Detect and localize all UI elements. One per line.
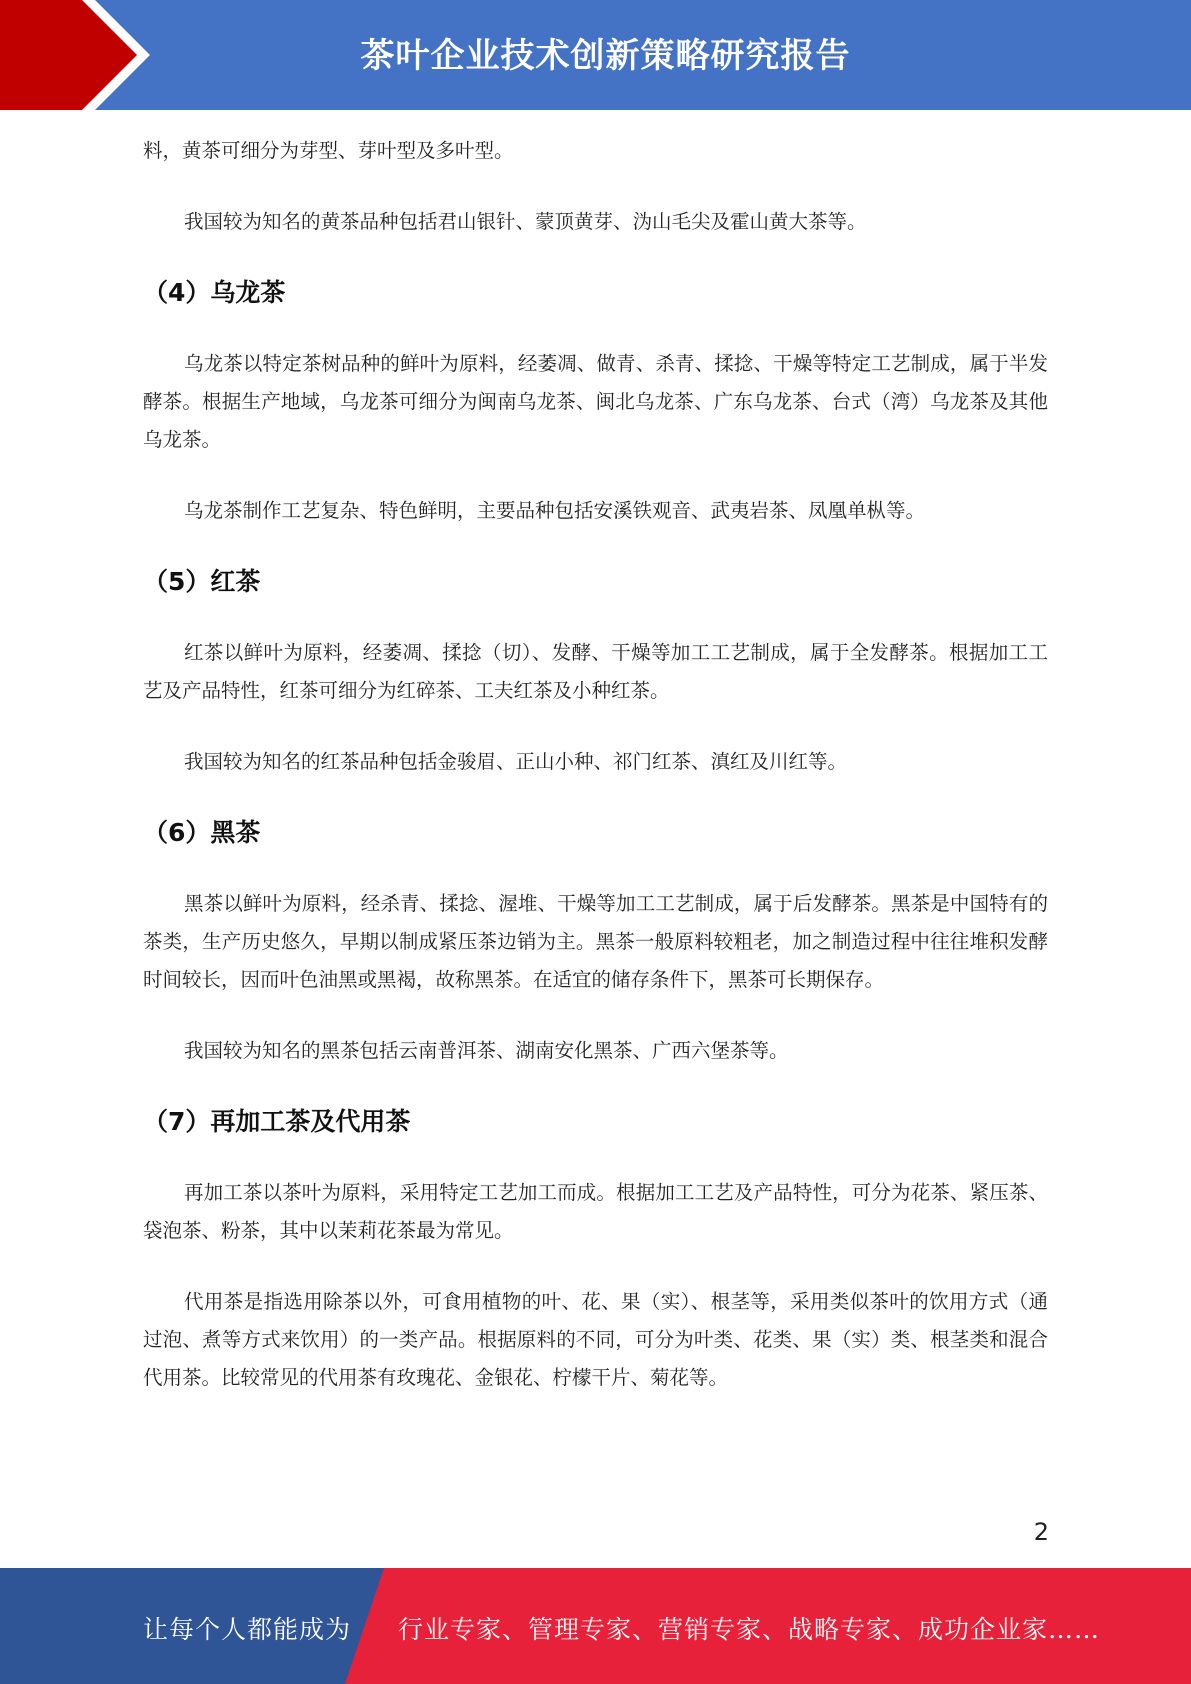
body-paragraph: 黑茶以鲜叶为原料，经杀青、揉捻、渥堆、干燥等加工工艺制成，属于后发酵茶。黑茶是中国特有的茶类，生产历史悠久，早期以制成紧压茶边销为主。黑茶一般原料较粗老，加之制造过程中往往堆积发酵时间较长，因而叶色油黑或黑褐，故称黑茶。在适宜的储存条件下，黑茶可长期保存。 bbox=[143, 892, 1048, 991]
body-paragraph: 红茶以鲜叶为原料，经萎凋、揉捻（切）、发酵、干燥等加工工艺制成，属于全发酵茶。根据加工工艺及产品特性，红茶可细分为红碎茶、工夫红茶及小种红茶。 bbox=[143, 641, 1048, 702]
section-heading: （6）黑茶 bbox=[143, 818, 261, 847]
block-spacer bbox=[143, 1250, 1048, 1283]
block-spacer bbox=[143, 781, 1048, 814]
footer-slogan-left: 让每个人都能成为 bbox=[143, 1615, 352, 1644]
page-number: 2 bbox=[1033, 1518, 1049, 1546]
body-paragraph: 我国较为知名的黑茶包括云南普洱茶、湖南安化黑茶、广西六堡茶等。 bbox=[184, 1039, 789, 1062]
body-paragraph: 料，黄茶可细分为芽型、芽叶型及多叶型。 bbox=[143, 139, 514, 162]
header-banner bbox=[0, 0, 1191, 110]
block-spacer bbox=[143, 1141, 1048, 1174]
block-spacer bbox=[143, 1070, 1048, 1103]
body-paragraph: 再加工茶以茶叶为原料，采用特定工艺加工而成。根据加工工艺及产品特性，可分为花茶、紧压茶、袋泡茶、粉茶，其中以茉莉花茶最为常见。 bbox=[143, 1181, 1048, 1242]
body-paragraph: 乌龙茶制作工艺复杂、特色鲜明，主要品种包括安溪铁观音、武夷岩茶、凤凰单枞等。 bbox=[184, 499, 926, 522]
body-paragraph: 我国较为知名的黄茶品种包括君山银针、蒙顶黄芽、沩山毛尖及霍山黄大茶等。 bbox=[184, 210, 867, 233]
footer-banner bbox=[0, 1568, 1191, 1684]
section-heading: （7）再加工茶及代用茶 bbox=[143, 1107, 411, 1136]
body-paragraph: 乌龙茶以特定茶树品种的鲜叶为原料，经萎凋、做青、杀青、揉捻、干燥等特定工艺制成，属于半发酵茶。根据生产地域，乌龙茶可细分为闽南乌龙茶、闽北乌龙茶、广东乌龙茶、台式（湾）乌龙茶及其他乌龙茶。 bbox=[143, 352, 1048, 451]
block-spacer bbox=[143, 312, 1048, 345]
document-body bbox=[143, 132, 1048, 1397]
block-spacer bbox=[143, 459, 1048, 492]
block-spacer bbox=[143, 170, 1048, 203]
block-spacer bbox=[143, 999, 1048, 1032]
document-title: 茶叶企业技术创新策略研究报告 bbox=[360, 36, 851, 76]
block-spacer bbox=[143, 241, 1048, 274]
block-spacer bbox=[143, 601, 1048, 634]
block-spacer bbox=[143, 710, 1048, 743]
footer-slogan-right: 行业专家、管理专家、营销专家、战略专家、成功企业家…… bbox=[398, 1615, 1101, 1644]
section-heading: （5）红茶 bbox=[143, 567, 261, 596]
block-spacer bbox=[143, 852, 1048, 885]
body-paragraph: 我国较为知名的红茶品种包括金骏眉、正山小种、祁门红茶、滇红及川红等。 bbox=[184, 750, 848, 773]
block-spacer bbox=[143, 530, 1048, 563]
body-paragraph: 代用茶是指选用除茶以外，可食用植物的叶、花、果（实）、根茎等，采用类似茶叶的饮用方式（通过泡、煮等方式来饮用）的一类产品。根据原料的不同，可分为叶类、花类、果（实）类、根茎类和混合代用茶。比较常见的代用茶有玫瑰花、金银花、柠檬干片、菊花等。 bbox=[143, 1290, 1048, 1389]
section-heading: （4）乌龙茶 bbox=[143, 278, 286, 307]
